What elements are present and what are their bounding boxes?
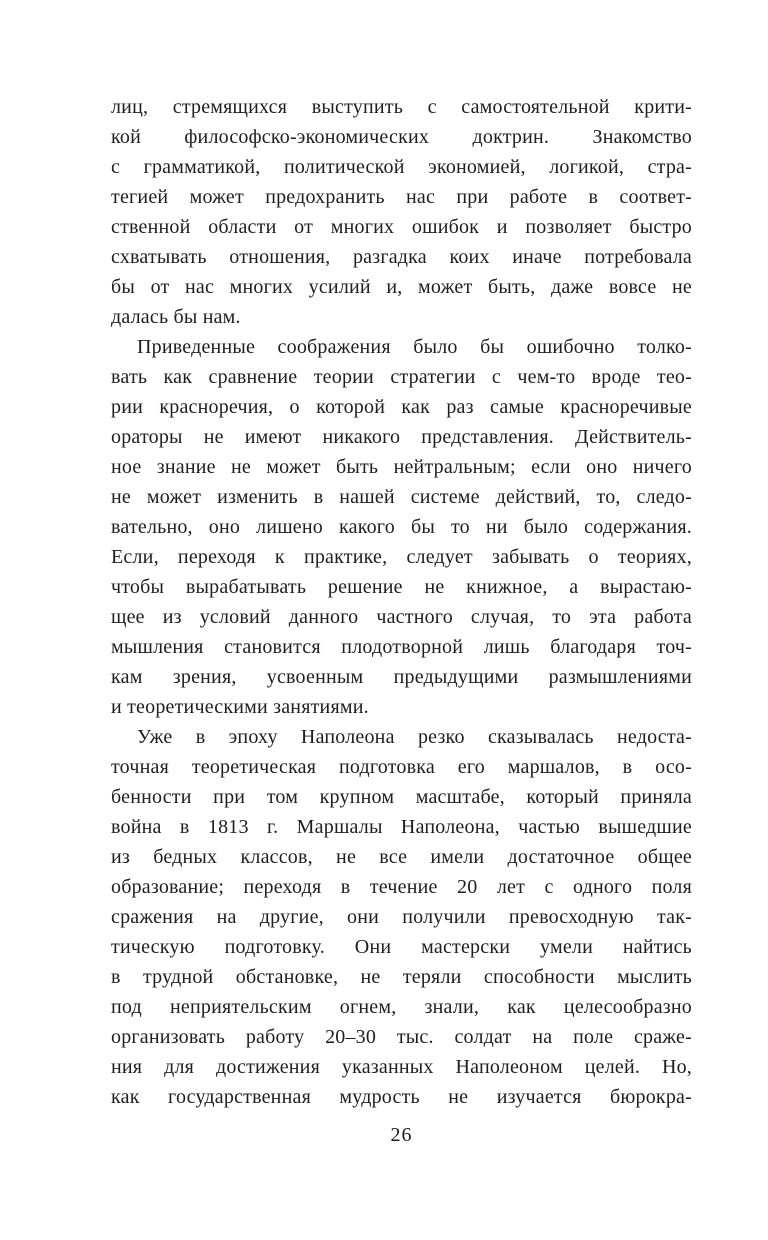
text-line: с грамматикой, политической экономией, логикой, стра-: [111, 156, 692, 178]
text-line: вать как сравнение теории стратегии с чем-то вроде тео-: [111, 366, 692, 388]
text-line: вательно, оно лишено какого бы то ни было содержания.: [111, 516, 692, 538]
text-line: тическую подготовку. Они мастерски умели найтись: [111, 936, 692, 958]
paragraph: [111, 332, 692, 722]
text-line: мышления становится плодотворной лишь благодаря точ-: [111, 636, 692, 658]
text-line: и теоретическими занятиями.: [111, 696, 369, 718]
page-number: 26: [390, 1124, 413, 1146]
text-line: как государственная мудрость не изучается бюрокра-: [111, 1086, 692, 1108]
text-line: Уже в эпоху Наполеона резко сказывалась недоста-: [137, 726, 692, 748]
text-line: кам зрения, усвоенным предыдущими размышлениями: [111, 666, 692, 688]
text-line: Если, переходя к практике, следует забывать о теориях,: [111, 546, 692, 568]
text-line: в трудной обстановке, не теряли способности мыслить: [111, 966, 692, 988]
text-line: под неприятельским огнем, знали, как целесообразно: [111, 996, 692, 1018]
text-line: точная теоретическая подготовка его маршалов, в осо-: [111, 756, 692, 778]
text-line: сражения на другие, они получили превосходную так-: [111, 906, 692, 928]
text-line: образование; переходя в течение 20 лет с одного поля: [111, 876, 692, 898]
text-line: война в 1813 г. Маршалы Наполеона, частью вышедшие: [111, 816, 692, 838]
text-line: рии красноречия, о которой как раз самые красноречивые: [111, 396, 692, 418]
text-line: ное знание не может быть нейтральным; если оно ничего: [111, 456, 692, 478]
text-line: щее из условий данного частного случая, то эта работа: [111, 606, 692, 628]
text-line: ораторы не имеют никакого представления. Действитель-: [111, 426, 692, 448]
text-line: бы от нас многих усилий и, может быть, даже вовсе не: [111, 276, 692, 298]
text-line: из бедных классов, не все имели достаточное общее: [111, 846, 692, 868]
text-line: не может изменить в нашей системе действий, то, следо-: [111, 486, 692, 508]
text-line: ственной области от многих ошибок и позволяет быстро: [111, 216, 692, 238]
text-line: ния для достижения указанных Наполеоном целей. Но,: [111, 1056, 692, 1078]
text-line: Приведенные соображения было бы ошибочно толко-: [137, 336, 692, 358]
text-line: далась бы нам.: [111, 306, 241, 328]
page-text: [111, 92, 692, 1112]
text-line: организовать работу 20–30 тыс. солдат на поле сраже-: [111, 1026, 692, 1048]
text-line: схватывать отношения, разгадка коих иначе потребовала: [111, 246, 692, 268]
paragraph: [111, 722, 692, 1112]
text-line: кой философско-экономических доктрин. Знакомство: [111, 126, 692, 148]
paragraph: [111, 92, 692, 332]
text-line: лиц, стремящихся выступить с самостоятельной крити-: [111, 96, 692, 118]
text-line: бенности при том крупном масштабе, который приняла: [111, 786, 692, 808]
text-line: тегией может предохранить нас при работе в соответ-: [111, 186, 692, 208]
text-line: чтобы вырабатывать решение не книжное, а вырастаю-: [111, 576, 692, 598]
